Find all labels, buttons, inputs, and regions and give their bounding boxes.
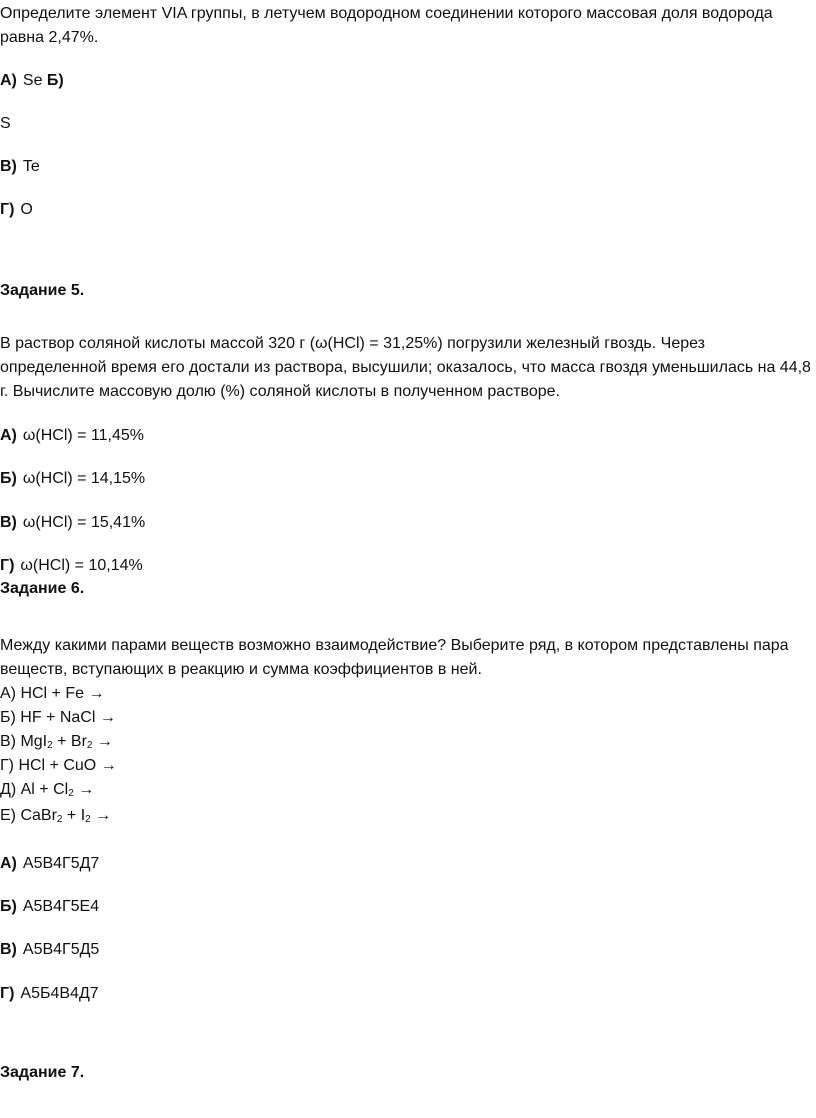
reaction-part: + I [62,807,86,824]
reaction-v [0,731,113,757]
reaction-part: Е) CaBr [0,807,57,824]
q4-line1: Определите элемент VIA группы, в летучем водородном соединении которого массовая доля водорода [0,5,773,22]
reaction-part: → [90,807,112,824]
task6-line2: веществ, вступающих в реакцию и сумма коэффициентов в ней. [0,661,482,678]
task6-option-g [0,983,99,1005]
task5-option-v [0,512,145,534]
q4-option-b [0,113,11,135]
task5-line1: В раствор соляной кислоты массой 320 г (ω(HCl) = 31,25%) погрузили железный гвоздь. Через [0,335,705,352]
reaction-a: А) HCl + Fe → [0,685,105,702]
reaction-g: Г) HCl + CuO → [0,757,117,774]
subscript: 2 [68,788,74,799]
q4-option-v [0,156,40,178]
task7-title: Задание 7. [0,1064,85,1081]
option-letter: В) [0,514,17,531]
task6-option-v [0,939,99,961]
task6-option-a [0,853,99,875]
reaction-part: → [73,781,95,798]
option-text: ω(HCl) = 10,14% [20,557,143,574]
option-letter: Г) [0,985,15,1002]
reaction-b: Б) HF + NaCl → [0,709,116,726]
option-text: ω(HCl) = 15,41% [22,514,146,531]
option-letter: Б) [46,72,64,89]
option-text: Se [22,72,43,89]
reaction-e [0,805,111,831]
option-letter: Б) [0,898,17,915]
subscript: 2 [86,740,93,751]
task5-line2: определенной время его достали из раствора, высушили; оказалось, что масса гвоздя уменьшилась на 44,8 [0,359,811,376]
option-text: Te [22,158,40,175]
option-letter: Б) [0,470,17,487]
subscript: 2 [85,814,91,825]
option-text: O [20,201,33,218]
task5-option-a [0,425,144,447]
reaction-part: Д) Al + Cl [0,781,69,798]
reaction-d [0,779,94,805]
option-letter: Г) [0,201,15,218]
option-letter: Г) [0,557,15,574]
option-letter: В) [0,158,17,175]
option-text: А5В4Г5Д5 [22,941,100,958]
task6-option-b [0,896,99,918]
task5-option-g [0,555,143,577]
option-text: А5В4Г5Д7 [22,855,100,872]
option-text: S [0,115,11,132]
reaction-part: + Br [52,733,87,750]
q4-option-a [0,70,64,92]
task5-line3: г. Вычислите массовую долю (%) соляной кислоты в полученном растворе. [0,383,560,400]
subscript: 2 [56,814,63,825]
reaction-part: В) MgI [0,733,48,750]
task6-line1: Между какими парами веществ возможно взаимодействие? Выберите ряд, в котором представлены пара [0,637,789,654]
option-text: А5Б4В4Д7 [20,985,99,1002]
option-letter: А) [0,72,17,89]
option-text: ω(HCl) = 14,15% [22,470,146,487]
task5-title: Задание 5. [0,282,85,299]
option-letter: А) [0,855,17,872]
task6-title: Задание 6. [0,580,85,597]
subscript: 2 [47,740,53,751]
q4-option-g [0,199,33,221]
reaction-part: → [92,733,113,750]
task5-option-b [0,468,145,490]
option-text: А5В4Г5Е4 [22,898,100,915]
option-text: ω(HCl) = 11,45% [22,427,145,444]
option-letter: А) [0,427,17,444]
q4-line2: равна 2,47%. [0,29,99,46]
option-letter: В) [0,941,17,958]
